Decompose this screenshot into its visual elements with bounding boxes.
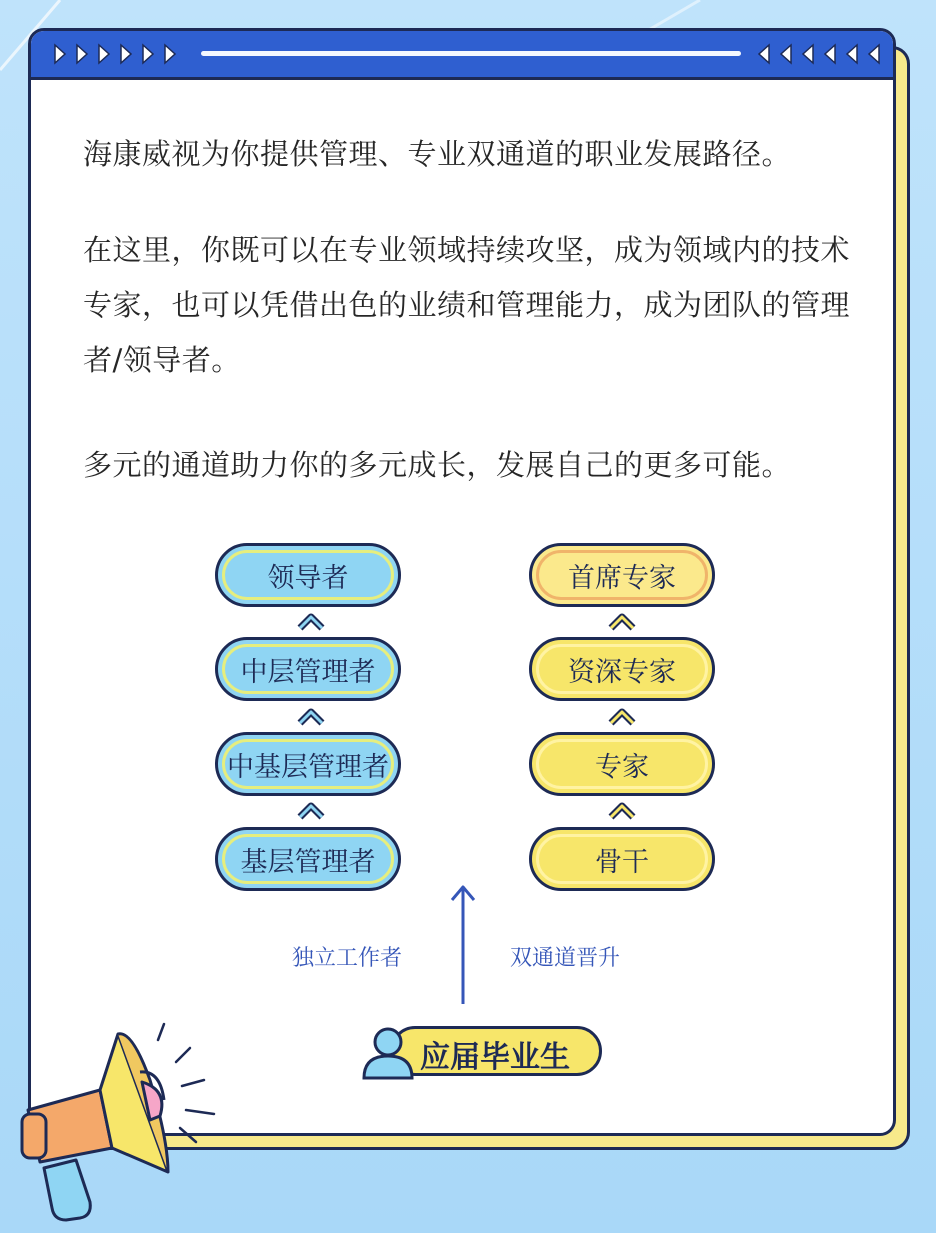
chevron-up-icon (608, 801, 636, 821)
dual-track-promotion-label: 双通道晋升 (510, 946, 621, 971)
person-icon (360, 1024, 424, 1082)
closing-paragraph: 多元的通道助力你的多元成长，发展自己的更多可能。 (83, 448, 792, 482)
arrow-up-icon (448, 882, 478, 1006)
detail-paragraph: 在这里，你既可以在专业领域持续攻坚，成为领域内的技术专家，也可以凭借出色的业绩和管理能力，成为团队的管理者/领导者。 (83, 233, 851, 377)
header-line (201, 51, 741, 56)
professional-node-chief: 首席专家 (529, 543, 715, 607)
chevron-up-icon (297, 707, 325, 727)
management-node-junior: 基层管理者 (215, 827, 401, 891)
professional-node-senior: 资深专家 (529, 637, 715, 701)
double-chevron-left-icon (757, 31, 896, 77)
graduate-start-badge (360, 1024, 604, 1080)
chevron-up-icon (297, 801, 325, 821)
chevron-up-icon (297, 612, 325, 632)
chevron-up-icon (608, 707, 636, 727)
graduate-label: 应届毕业生 (420, 1040, 570, 1075)
independent-worker-label: 独立工作者 (292, 946, 403, 971)
professional-node-backbone: 骨干 (529, 827, 715, 891)
double-chevron-right-icon (53, 31, 193, 77)
card-header-bar (31, 31, 893, 80)
professional-node-expert: 专家 (529, 732, 715, 796)
management-node-middle: 中层管理者 (215, 637, 401, 701)
chevron-up-icon (608, 612, 636, 632)
management-node-leader: 领导者 (215, 543, 401, 607)
management-node-mid-junior: 中基层管理者 (215, 732, 401, 796)
megaphone-icon (0, 1020, 230, 1233)
intro-paragraph: 海康威视为你提供管理、专业双通道的职业发展路径。 (83, 137, 792, 171)
